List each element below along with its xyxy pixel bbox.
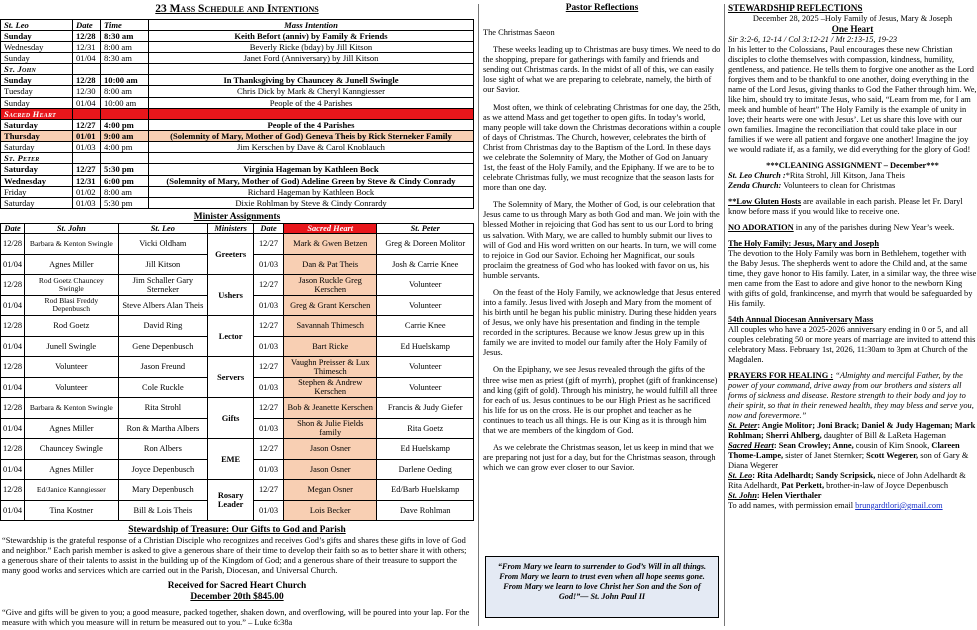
stewardship-reflections-title: STEWARDSHIP REFLECTIONS	[728, 3, 863, 13]
schedule-header-cell: St. Leo	[1, 19, 73, 30]
ministers-header-cell: Date	[254, 224, 284, 234]
minister-cell: Josh & Carrie Knee	[377, 254, 474, 275]
minister-cell: Dave Rohlman	[377, 500, 474, 521]
minister-row	[1, 234, 474, 255]
mass-intention: Janet Ford (Anniversary) by Jill Kitson	[149, 52, 474, 63]
schedule-header-cell: Time	[101, 19, 149, 30]
gluten-text: are available in each parish. Please let Fr. Daryl know before mass if you would like to receive one.	[728, 196, 963, 216]
mass-intention: People of the 4 Parishes	[149, 119, 474, 130]
john-paul-quote-box: “From Mary we learn to surrender to God’s Will in all things. From Mary we learn to trust even when all hope seems gone. From Mary we learn to love Christ her Son and the Son of God!”— St. John Paul II	[485, 556, 719, 618]
minister-cell: 12/28	[1, 316, 25, 337]
sh-label: Sacred Heart	[728, 440, 774, 450]
contact-email-link[interactable]: brungardtlori@gmail.com	[855, 500, 943, 510]
minister-cell: 01/04	[1, 500, 25, 521]
mass-date: 01/03	[73, 142, 101, 153]
schedule-row	[1, 86, 474, 97]
mass-day: Sunday	[1, 75, 73, 86]
minister-cell: Ed/Janice Kanngiesser	[25, 480, 119, 501]
cleaning-zenda	[728, 181, 977, 191]
mass-time: 6:00 pm	[101, 175, 149, 186]
sh-rest: son of Gary & Diana Wegerer	[728, 450, 969, 470]
column-divider	[478, 4, 479, 626]
mass-time: 8:00 am	[101, 186, 149, 197]
no-adoration-text: in any of the parishes during New Year’s week.	[795, 222, 955, 232]
minister-cell: 12/28	[1, 398, 25, 419]
cleaning-title: ***CLEANING ASSIGNMENT – December***	[766, 160, 939, 170]
minister-cell: Ed Huelskamp	[377, 439, 474, 460]
minister-cell: Carrie Knee	[377, 316, 474, 337]
cleaning-zenda-text: Volunteers to clean for Christmas	[783, 180, 896, 190]
left-column	[0, 0, 474, 627]
mass-time: 8:00 am	[101, 41, 149, 52]
prayers-quote: “Almighty and merciful Father, by the power of your command, drive away from our brothers and sisters all forms of sickness and disease. Restore strength to their body and joy to their spirit, so that in their renewed health, they may bless and serve you, now and forevermore.”	[728, 370, 974, 420]
minister-cell: 01/03	[254, 254, 284, 275]
minister-cell: Shon & Julie Fields family	[284, 418, 377, 439]
minister-cell: Volunteer	[25, 377, 119, 398]
church-header-cell	[101, 108, 149, 119]
mass-date: 01/01	[73, 130, 101, 141]
minister-cell: Savannah Thimesch	[284, 316, 377, 337]
church-header-cell	[73, 64, 101, 75]
schedule-row	[1, 41, 474, 52]
stewardship-text: “Stewardship is the grateful response of a Christian Disciple who recognizes and receives God’s gifts and shares these gifts in love of God and neighbor.” Each parish member is asked to give a generous share of their time to develop their faith so as to better share it with others; a generous share of their talents to assist in the building up of the Kingdom of God; and a generous share of their treasure to support the many good works and services which are carried out in the Parish, Diocesan, and Universal Church.	[2, 536, 467, 575]
mass-intention: (Solemnity of Mary, Mother of God) Adeline Green by Steve & Cindy Conrady	[149, 175, 474, 186]
cleaning-leo-names: *Rita Strohl, Jill Kitson, Jana Theis	[785, 170, 905, 180]
minister-cell: Ron Albers	[118, 439, 208, 460]
schedule-row	[1, 130, 474, 141]
minister-role: Rosary Leader	[208, 480, 254, 521]
minister-cell: David Ring	[118, 316, 208, 337]
mass-day: Sunday	[1, 52, 73, 63]
minister-cell: Jason Osner	[284, 439, 377, 460]
minister-role: Servers	[208, 357, 254, 398]
minister-cell: Steve Albers Alan Theis	[118, 295, 208, 316]
minister-cell: Darlene Oeding	[377, 459, 474, 480]
gluten-notice	[728, 197, 977, 217]
john-names: : Helen Vierthaler	[756, 490, 822, 500]
stewardship-reflection-text: In his letter to the Colossians, Paul encourages these new Christian disciples to clothe themselves with compassion, kindness, humility, gentleness, and patience. He tells them to forgive one another as the Lord forgives them and to be thankful to one another, doing everything in the name of the Lord Jesus, giving thanks to God the Father through him. We, like him, should try to imitate Jesus, who said, “Learn from me, for I am meek and humble of heart” The Holy Family is the example of unity in love; their hearts were one with Jesus’. Let us share this love with our own families. Imagine the reconciliation that could take place in our families if we were all patient and forgave one another! Imagine the joy we would radiate if, as a family, we did everything for the glory of God!	[728, 44, 977, 154]
mass-day: Wednesday	[1, 175, 73, 186]
mass-day: Saturday	[1, 142, 73, 153]
no-adoration-label: NO ADORATION	[728, 222, 794, 232]
minister-cell: Jason Osner	[284, 459, 377, 480]
mass-time: 8:00 am	[101, 86, 149, 97]
minister-cell: Jim Schaller Gary Sterneker	[118, 275, 208, 296]
minister-cell: Junell Swingle	[25, 336, 119, 357]
minister-role: Gifts	[208, 398, 254, 439]
schedule-row	[1, 52, 474, 63]
mass-date: 12/30	[73, 86, 101, 97]
minister-cell: Bart Ricke	[284, 336, 377, 357]
leo-rest: brother-in-law of Joyce Depenbusch	[826, 480, 949, 490]
minister-cell: Agnes Miller	[25, 459, 119, 480]
minister-cell: Rita Goetz	[377, 418, 474, 439]
reflection-paragraph: These weeks leading up to Christmas are busy times. We need to do the shopping, prepare for gatherings with family and friends and sending out Christmas cards. In the midst of all of this, we can easily lose sight of what we are preparing to celebrate, namely, the birth of our Savior.	[483, 45, 721, 95]
minister-cell: 12/28	[1, 357, 25, 378]
mass-day: Wednesday	[1, 41, 73, 52]
church-name: St. John	[1, 64, 73, 75]
schedule-title: 23 Mass Schedule and Intentions	[155, 3, 319, 15]
mass-date: 01/04	[73, 52, 101, 63]
sh-rest: sister of Janet Sternker;	[785, 450, 865, 460]
schedule-row	[1, 30, 474, 41]
ministers-header-cell: St. John	[25, 224, 119, 234]
minister-cell: Ron & Martha Albers	[118, 418, 208, 439]
minister-cell: Volunteer	[25, 357, 119, 378]
mass-time: 8:30 am	[101, 52, 149, 63]
minister-cell: Volunteer	[377, 377, 474, 398]
add-names-line	[728, 501, 977, 511]
minister-cell: Jason Freund	[118, 357, 208, 378]
schedule-row	[1, 197, 474, 208]
ministers-header-cell: St. Leo	[118, 224, 208, 234]
minister-role: EME	[208, 439, 254, 480]
minister-row	[1, 439, 474, 460]
minister-cell: Dan & Pat Theis	[284, 254, 377, 275]
mass-date: 12/31	[73, 41, 101, 52]
minister-row	[1, 398, 474, 419]
holy-family-title: The Holy Family: Jesus, Mary and Joseph	[728, 238, 879, 248]
minister-cell: Agnes Miller	[25, 418, 119, 439]
minister-cell: Greg & Grant Kerschen	[284, 295, 377, 316]
minister-role: Greeters	[208, 234, 254, 275]
minister-cell: Mark & Gwen Betzen	[284, 234, 377, 255]
gluten-label: **Low Gluten Hosts	[728, 196, 802, 206]
mass-day: Saturday	[1, 197, 73, 208]
mass-time: 4:00 pm	[101, 142, 149, 153]
prayers-for-healing	[728, 371, 977, 421]
prayers-sacred-heart	[728, 441, 977, 471]
minister-cell: 01/04	[1, 295, 25, 316]
schedule-row	[1, 75, 474, 86]
mass-time: 5:30 pm	[101, 197, 149, 208]
luke-quote: “Give and gifts will be given to you; a good measure, packed together, shaken down, and overflowing, will be poured into your lap. For the measure with which you measure will in return be measured out to you.” – Luke 6:38a	[2, 607, 470, 627]
minister-cell: Rod Blasi Freddy Depenbusch	[25, 295, 119, 316]
mass-time: 5:30 pm	[101, 164, 149, 175]
holy-family-text: The devotion to the Holy Family was born in Bethlehem, together with the Baby Jesus. The shepherds went to adore the Child and, at the same time, they gave honor to His family. Later, in a similar way, the three wise men came from the East to adore and give honor to the newborn King with gifts of gold, frankincense, and myrrh that would be safeguarded by His family.	[728, 248, 977, 308]
reflection-paragraph: The Solemnity of Mary, the Mother of God, is our celebration that Jesus came to us through Mary as both God and man. We join with the blessed Mother in rejoicing that God has sent to us our Lord to bring us salvation. With Mary, we are called to humbly submit our lives to will of God and His word written on our hearts. In turn, we will come to rejoice in God our Savior. Echoing her Magnificat, our souls proclaim the greatness of God who has looked with favor on us, his humble servants.	[483, 200, 720, 280]
ministers-header-cell: Ministers	[208, 224, 254, 234]
column-divider	[724, 4, 725, 626]
received-title: Received for Sacred Heart Church	[167, 580, 307, 591]
minister-cell: Ed/Barb Huelskamp	[377, 480, 474, 501]
mass-intention: Richard Hageman by Kathleen Bock	[149, 186, 474, 197]
pastor-reflections-title: Pastor Reflections	[565, 3, 639, 13]
minister-cell: 12/27	[254, 316, 284, 337]
minister-cell: Greg & Doreen Molitor	[377, 234, 474, 255]
minister-cell: Mary Depenbusch	[118, 480, 208, 501]
minister-cell: Jill Kitson	[118, 254, 208, 275]
mass-date: 12/28	[73, 30, 101, 41]
mass-date: 01/02	[73, 186, 101, 197]
minister-cell: Francis & Judy Giefer	[377, 398, 474, 419]
minister-cell: Rod Goetz	[25, 316, 119, 337]
minister-cell: 12/28	[1, 234, 25, 255]
leo-names: Pat Perkett,	[781, 480, 825, 490]
minister-cell: 12/27	[254, 398, 284, 419]
mass-date: 01/03	[73, 197, 101, 208]
church-header-cell	[101, 153, 149, 164]
schedule-row	[1, 164, 474, 175]
church-header-cell	[149, 64, 474, 75]
mass-intention: (Solemnity of Mary, Mother of God) Geneva Theis by Rick Sterneker Family	[149, 130, 474, 141]
ministers-header-cell: Sacred Heart	[284, 224, 377, 234]
minister-cell: Volunteer	[377, 295, 474, 316]
ministers-title: Minister Assignments	[193, 211, 281, 222]
minister-cell: Chauncey Swingle	[25, 439, 119, 460]
minister-cell: Vicki Oldham	[118, 234, 208, 255]
minister-cell: 12/27	[254, 480, 284, 501]
john-label: St. John	[728, 490, 757, 500]
church-header-cell	[149, 108, 474, 119]
add-names-text: To add names, with permission email	[728, 500, 854, 510]
reflection-heading: The Christmas Saeon	[483, 28, 555, 38]
church-header-cell	[73, 108, 101, 119]
cleaning-zenda-label: Zenda Church:	[728, 180, 782, 190]
cleaning-leo	[728, 171, 977, 181]
mass-day: Sunday	[1, 30, 73, 41]
minister-cell: 01/04	[1, 336, 25, 357]
anniversary-mass-title: 54th Annual Diocesan Anniversary Mass	[728, 314, 874, 324]
sh-names: Clareen Thome-Lampe,	[728, 440, 960, 460]
sh-names: Scott Wegerer,	[866, 450, 919, 460]
mass-date: 12/28	[73, 75, 101, 86]
minister-role: Ushers	[208, 275, 254, 316]
reflection-paragraph: As we celebrate the Christmas season, let us keep in mind that we are preparing not just for a day, but for the Christmas season, through which we can grow ever closer to our Savior.	[483, 442, 716, 473]
minister-cell: 12/28	[1, 480, 25, 501]
reflection-paragraph: Most often, we think of celebrating Christmas for one day, the 25th, as we attend Mass and get together to open gifts. In today’s world, many people will take down the Christmas decorations within a couple of days of Christmas. The Church, however, celebrates the birth of Christ from Christmas day to the Baptism of the Lord. In these days we celebrate the Solemnity of Mary, the Mother of God on January 1st, the feast of the Holy Family, and the Epiphany. If we are to be to celebrate Christmas fully, we must recognize that the season lasts for more than one day.	[483, 102, 721, 193]
church-header-cell	[101, 64, 149, 75]
ministers-header-cell: Date	[1, 224, 25, 234]
schedule-header-cell: Mass Intention	[149, 19, 474, 30]
minister-cell: 12/27	[254, 234, 284, 255]
mass-schedule-table	[0, 19, 474, 209]
mass-intention: Chris Dick by Mark & Cheryl Kanngiesser	[149, 86, 474, 97]
minister-cell: 01/04	[1, 459, 25, 480]
mass-intention: Beverly Ricke (bday) by Jill Kitson	[149, 41, 474, 52]
minister-cell: 01/03	[254, 295, 284, 316]
minister-cell: 12/27	[254, 439, 284, 460]
minister-cell: 01/03	[254, 336, 284, 357]
peter-label: St. Peter	[728, 420, 758, 430]
cleaning-leo-label: St. Leo Church :	[728, 170, 786, 180]
mass-time: 8:30 am	[101, 30, 149, 41]
mass-time: 9:00 am	[101, 130, 149, 141]
minister-role: Lector	[208, 316, 254, 357]
scripture-refs: Sir 3:2-6, 12-14 / Col 3:12-21 / Mt 2:13-15, 19-23	[728, 34, 898, 44]
church-header-cell	[73, 153, 101, 164]
schedule-row	[1, 186, 474, 197]
church-name: St. Peter	[1, 153, 73, 164]
mass-time: 10:00 am	[101, 75, 149, 86]
church-header-row	[1, 153, 474, 164]
prayers-st-john	[728, 491, 977, 501]
stewardship-title: Stewardship of Treasure: Our Gifts to God and Parish	[128, 525, 346, 536]
church-header-row	[1, 64, 474, 75]
minister-cell: Bill & Lois Theis	[118, 500, 208, 521]
minister-cell: 01/04	[1, 377, 25, 398]
minister-cell: 01/03	[254, 459, 284, 480]
mass-date: 01/04	[73, 97, 101, 108]
schedule-row	[1, 119, 474, 130]
mass-date: 12/31	[73, 175, 101, 186]
minister-cell: 12/28	[1, 275, 25, 296]
mass-day: Sunday	[1, 97, 73, 108]
minister-assignments-table	[0, 223, 474, 521]
reflection-paragraph: On the feast of the Holy Family, we acknowledge that Jesus entered into a family. Jesus lived with Joseph and Mary from the moment of his birth until he began his public ministry. During these hidden years of Jesus, we only have his presentation and finding in the temple recorded in the scriptures. Because we know Jesus grew up in this family we are invited to model our family after the Holy Family of Jesus.	[483, 287, 721, 358]
sh-names: : Sean Crowley; Anne,	[773, 440, 854, 450]
mass-date: 12/27	[73, 119, 101, 130]
mass-day: Thursday	[1, 130, 73, 141]
mass-day: Tuesday	[1, 86, 73, 97]
minister-cell: Bob & Jeanette Kerschen	[284, 398, 377, 419]
anniversary-mass-text: All couples who have a 2025-2026 anniversary ending in 0 or 5, and all couples celebrating 50 or more years of marriage are invited to attend this celebratory Mass. February 1st, 2026, 11:30am to 3pm at Church of the Magdalen.	[728, 324, 976, 364]
minister-row	[1, 275, 474, 296]
right-column	[728, 0, 977, 511]
minister-cell: Barbara & Kenton Swingle	[25, 398, 119, 419]
ministers-header-row	[1, 224, 474, 234]
minister-cell: Rita Strohl	[118, 398, 208, 419]
schedule-row	[1, 97, 474, 108]
mass-time: 4:00 pm	[101, 119, 149, 130]
minister-cell: 12/28	[1, 439, 25, 460]
minister-cell: Tina Kostner	[25, 500, 119, 521]
reflection-paragraph: On the Epiphany, we see Jesus revealed through the gifts of the three wise men as priest (gift of myrrh), prophet (gift of frankincense) and king (gift of gold). Through his ministry, he would fulfill all three for each of us. Jesus continues to be our High Priest as he sacrificed his life for us on the cross. He is our prophet and teacher as he continues to teach us all things. He is our King as it is through him that we are members of the kingdom of God.	[483, 365, 718, 435]
mass-intention: Jim Kerschen by Dave & Carol Knoblauch	[149, 142, 474, 153]
peter-names: : Angie Molitor; Joni Brack; Daniel & Judy Hageman; Mark Rohlman; Sherri Ahlberg,	[728, 420, 976, 440]
mass-intention: In Thanksgiving by Chauncey & Junell Swingle	[149, 75, 474, 86]
minister-cell: Ed Huelskamp	[377, 336, 474, 357]
middle-column	[483, 0, 721, 601]
received-amount: December 20th $845.00	[190, 591, 284, 602]
ministers-header-cell: St. Peter	[377, 224, 474, 234]
minister-cell: Volunteer	[377, 275, 474, 296]
leo-names: : Rita Adelhardt; Sandy Scripsick,	[752, 470, 876, 480]
mass-intention: People of the 4 Parishes	[149, 97, 474, 108]
leo-label: St. Leo	[728, 470, 753, 480]
minister-cell: Jason Ruckle Greg Kerschen	[284, 275, 377, 296]
reflection-date: December 28, 2025 –Holy Family of Jesus, Mary & Joseph	[752, 13, 953, 23]
mass-time: 10:00 am	[101, 97, 149, 108]
minister-cell: 01/03	[254, 418, 284, 439]
mass-intention: Virginia Hageman by Kathleen Bock	[149, 164, 474, 175]
prayers-st-peter	[728, 421, 977, 441]
minister-cell: 12/27	[254, 275, 284, 296]
adoration-notice	[728, 223, 977, 233]
mass-intention: Keith Befort (anniv) by Family & Friends	[149, 30, 474, 41]
minister-cell: 12/27	[254, 357, 284, 378]
leo-rest: niece of John Adelhardt & Rita Adelhardt,	[728, 470, 966, 490]
church-header-row	[1, 108, 474, 119]
prayers-st-leo	[728, 471, 977, 491]
church-name: Sacred Heart	[1, 108, 73, 119]
minister-cell: 01/03	[254, 500, 284, 521]
minister-cell: Megan Osner	[284, 480, 377, 501]
minister-cell: Gene Depenbusch	[118, 336, 208, 357]
minister-cell: Lois Becker	[284, 500, 377, 521]
mass-date: 12/27	[73, 164, 101, 175]
minister-cell: Joyce Depenbusch	[118, 459, 208, 480]
minister-cell: Cole Ruckle	[118, 377, 208, 398]
one-heart-title: One Heart	[831, 23, 874, 34]
minister-row	[1, 316, 474, 337]
schedule-row	[1, 175, 474, 186]
minister-cell: Vaughn Preisser & Lux Thimesch	[284, 357, 377, 378]
minister-cell: 01/04	[1, 254, 25, 275]
peter-rest: daughter of Bill & LaReta Hageman	[823, 430, 946, 440]
minister-cell: Volunteer	[377, 357, 474, 378]
minister-cell: Stephen & Andrew Kerschen	[284, 377, 377, 398]
minister-row	[1, 480, 474, 501]
minister-cell: Agnes Miller	[25, 254, 119, 275]
minister-row	[1, 357, 474, 378]
mass-intention: Dixie Rohlman by Steve & Cindy Conrardy	[149, 197, 474, 208]
church-header-cell	[149, 153, 474, 164]
schedule-header-row	[1, 19, 474, 30]
mass-day: Saturday	[1, 119, 73, 130]
mass-day: Saturday	[1, 164, 73, 175]
minister-cell: 01/04	[1, 418, 25, 439]
prayers-title: PRAYERS FOR HEALING :	[728, 370, 834, 380]
mass-day: Friday	[1, 186, 73, 197]
minister-cell: 01/03	[254, 377, 284, 398]
minister-cell: Barbara & Kenton Swingle	[25, 234, 119, 255]
sh-rest: cousin of Kim Snook,	[855, 440, 930, 450]
schedule-row	[1, 142, 474, 153]
minister-cell: Rod Goetz Chauncey Swingle	[25, 275, 119, 296]
schedule-header-cell: Date	[73, 19, 101, 30]
